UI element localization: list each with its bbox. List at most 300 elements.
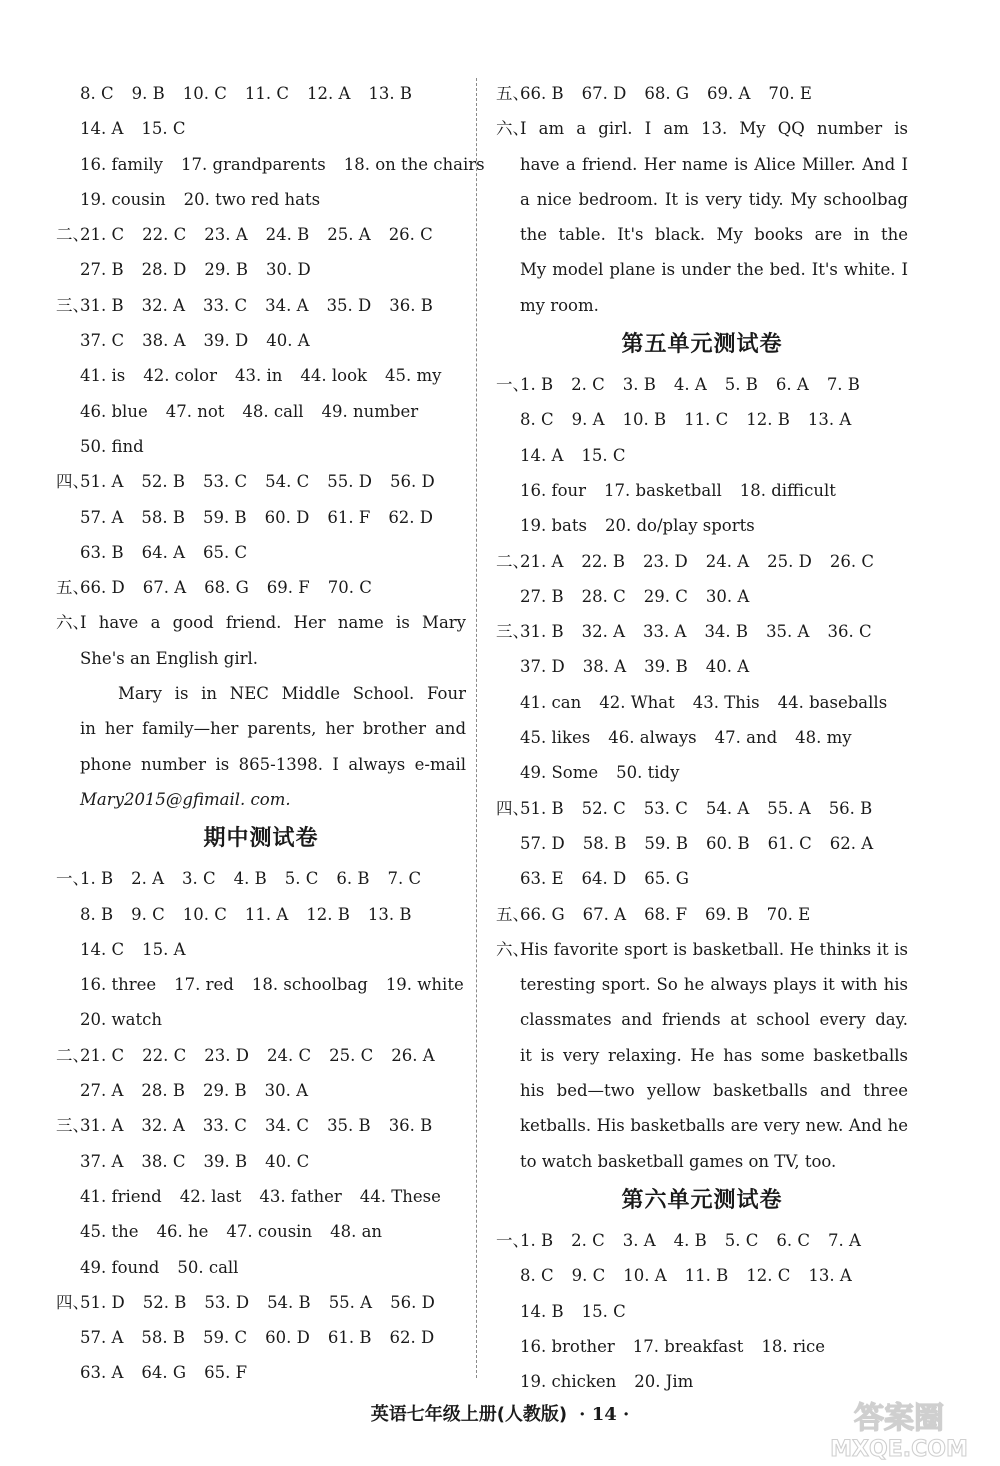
answer-item: 43. father xyxy=(259,1186,342,1206)
answer-item: 29. B xyxy=(204,260,248,280)
answer-row xyxy=(496,826,908,861)
essay-text: Mary2015@gfimail. com. xyxy=(80,789,291,809)
answer-item: 35. A xyxy=(766,622,810,642)
answer-row xyxy=(56,394,466,429)
answer-item: 36. B xyxy=(388,1116,433,1136)
answer-item: 20. do/play sports xyxy=(604,516,755,536)
answer-item: 45. likes xyxy=(520,728,591,748)
answer-item: 1. B xyxy=(520,1230,554,1250)
answer-item: 10. C xyxy=(182,904,227,924)
essay-text: a nice bedroom. It is very tidy. My schoolbag xyxy=(520,189,908,209)
answer-item: 34. C xyxy=(264,1116,310,1136)
answer-item: 70. E xyxy=(766,904,811,924)
answer-item: 27. B xyxy=(520,586,564,606)
answer-row xyxy=(56,861,466,896)
answer-item: 25. A xyxy=(327,225,371,245)
answer-item: 28. D xyxy=(141,260,187,280)
answer-item: 25. D xyxy=(767,551,812,571)
answer-item: 54. C xyxy=(265,472,310,492)
essay-line xyxy=(496,217,908,252)
answer-item: 46. blue xyxy=(80,401,148,421)
answer-row xyxy=(496,649,908,684)
essay-text: classmates and friends at school every day. xyxy=(520,1010,908,1030)
answer-item: 29. B xyxy=(203,1081,247,1101)
answer-item: 5. B xyxy=(724,375,758,395)
answer-item: 19. chicken xyxy=(520,1372,617,1392)
answer-item: 13. B xyxy=(367,904,412,924)
answer-row xyxy=(56,429,466,464)
answer-item: 60. D xyxy=(265,1328,310,1348)
answer-item: 61. C xyxy=(767,833,812,853)
answer-row xyxy=(496,861,908,896)
section-marker: 五、 xyxy=(496,904,529,924)
answer-item: 35. B xyxy=(327,1116,371,1136)
answer-item: 12. B xyxy=(746,410,790,430)
answer-item: 18. difficult xyxy=(739,480,836,500)
answer-item: 38. C xyxy=(141,1151,186,1171)
answer-item: 4. B xyxy=(673,1230,707,1250)
answer-row xyxy=(496,1294,908,1329)
answer-item: 69. A xyxy=(707,84,751,103)
answer-item: 52. B xyxy=(141,472,186,492)
essay-text: ketballs. His basketballs are very new. And he xyxy=(520,1116,908,1136)
answer-item: 44. look xyxy=(300,366,368,386)
right-column xyxy=(496,76,908,1399)
answer-item: 67. A xyxy=(582,904,627,924)
answer-row xyxy=(56,1144,466,1179)
answer-row xyxy=(56,358,466,393)
essay-text: to watch basketball games on TV, too. xyxy=(520,1151,837,1171)
answer-item: 18. on the chairs xyxy=(343,154,485,174)
essay-text: His favorite sport is basketball. He thinks it is xyxy=(520,939,908,959)
answer-item: 36. B xyxy=(389,295,433,315)
answer-item: 48. call xyxy=(242,401,304,421)
answer-item: 18. schoolbag xyxy=(251,975,368,995)
answer-row xyxy=(56,1073,466,1108)
answer-item: 58. B xyxy=(582,833,627,853)
answer-row xyxy=(496,755,908,790)
answer-item: 19. cousin xyxy=(80,189,166,209)
essay-line xyxy=(56,641,466,676)
answer-item: 43. This xyxy=(692,692,760,712)
answer-row xyxy=(56,252,466,287)
answer-item: 67. A xyxy=(142,578,187,598)
essay-line xyxy=(496,1002,908,1037)
answer-item: 52. C xyxy=(581,798,626,818)
answer-item: 14. B xyxy=(520,1301,564,1321)
answer-item: 22. C xyxy=(142,225,187,245)
answer-item: 37. C xyxy=(80,331,125,351)
section-marker: 四、 xyxy=(56,472,89,492)
answer-item: 66. G xyxy=(520,904,565,924)
essay-line xyxy=(496,932,908,967)
answer-item: 65. G xyxy=(644,869,689,889)
answer-item: 24. C xyxy=(266,1045,312,1065)
answer-item: 64. A xyxy=(141,542,186,562)
answer-item: 2. A xyxy=(131,869,165,889)
answer-item: 64. D xyxy=(581,869,627,889)
answer-item: 2. C xyxy=(571,375,605,395)
essay-text: She's an English girl. xyxy=(80,648,259,668)
section-marker: 六、 xyxy=(56,613,89,633)
answer-row xyxy=(56,1285,466,1320)
answer-item: 13. A xyxy=(807,410,852,430)
essay-text: phone number is 865-1398. I always e-mail xyxy=(80,754,466,774)
answer-item: 59. C xyxy=(203,1328,248,1348)
answer-item: 33. A xyxy=(643,622,687,642)
answer-item: 25. C xyxy=(329,1045,374,1065)
answer-row xyxy=(496,367,908,402)
answer-item: 27. B xyxy=(80,260,124,280)
answer-item: 11. A xyxy=(244,904,289,924)
answer-item: 55. D xyxy=(327,472,372,492)
answer-item: 60. D xyxy=(264,507,310,527)
essay-text: it is very relaxing. He has some basketballs xyxy=(520,1045,908,1065)
answer-item: 38. A xyxy=(142,331,186,351)
answer-item: 62. A xyxy=(829,833,874,853)
essay-line xyxy=(496,288,908,323)
answer-item: 68. G xyxy=(204,578,249,598)
answer-item: 8. C xyxy=(520,1266,554,1286)
answer-row xyxy=(56,217,466,252)
answer-item: 24. B xyxy=(265,225,310,245)
answer-item: 15. C xyxy=(581,445,626,465)
answer-item: 20. Jim xyxy=(634,1372,694,1392)
answer-item: 53. C xyxy=(643,798,688,818)
column-divider xyxy=(476,78,477,1378)
essay-line xyxy=(56,711,466,746)
answer-item: 34. A xyxy=(265,295,309,315)
answer-item: 45. the xyxy=(80,1222,139,1242)
answer-item: 68. G xyxy=(644,84,690,103)
answer-item: 8. C xyxy=(520,410,554,430)
answer-item: 7. C xyxy=(387,869,422,889)
answer-row xyxy=(496,1364,908,1399)
answer-item: 11. C xyxy=(244,84,289,103)
answer-item: 14. C xyxy=(80,939,125,959)
essay-line xyxy=(56,782,466,817)
answer-row xyxy=(496,791,908,826)
answer-item: 8. C xyxy=(80,84,114,103)
answer-item: 36. C xyxy=(827,622,872,642)
answer-item: 23. D xyxy=(204,1045,249,1065)
answer-item: 55. A xyxy=(767,798,811,818)
watermark-logo xyxy=(804,1398,994,1460)
answer-row xyxy=(496,402,908,437)
answer-item: 17. red xyxy=(174,975,234,995)
answer-item: 1. B xyxy=(80,869,114,889)
answer-item: 50. tidy xyxy=(616,763,680,783)
answer-item: 11. C xyxy=(684,410,729,430)
answer-item: 53. D xyxy=(204,1292,250,1312)
answer-item: 12. C xyxy=(746,1266,791,1286)
answer-item: 20. two red hats xyxy=(183,189,321,209)
answer-row xyxy=(496,544,908,579)
essay-text: his bed—two yellow basketballs and three xyxy=(520,1081,908,1101)
answer-item: 54. A xyxy=(705,798,750,818)
answer-item: 39. B xyxy=(203,1151,248,1171)
answer-item: 40. C xyxy=(265,1151,310,1171)
answer-item: 12. A xyxy=(307,84,351,103)
essay-text: have a friend. Her name is Alice Miller. And I xyxy=(520,154,908,174)
answer-item: 40. A xyxy=(705,657,750,677)
answer-item: 56. D xyxy=(390,1292,435,1312)
answer-item: 34. B xyxy=(704,622,749,642)
watermark-line2: MXQE.COM xyxy=(830,1437,968,1460)
answer-row xyxy=(56,182,466,217)
answer-item: 30. A xyxy=(264,1081,309,1101)
answer-item: 2. C xyxy=(571,1230,605,1250)
answer-item: 49. number xyxy=(321,401,419,421)
answer-item: 47. and xyxy=(714,728,778,748)
answer-item: 38. A xyxy=(582,657,627,677)
section-marker: 一、 xyxy=(56,869,89,889)
answer-item: 21. C xyxy=(80,1045,125,1065)
answer-item: 3. C xyxy=(182,869,216,889)
section-marker: 六、 xyxy=(496,119,529,139)
answer-item: 9. A xyxy=(571,410,605,430)
answer-row xyxy=(496,76,908,111)
answer-item: 30. D xyxy=(265,260,311,280)
answer-item: 6. C xyxy=(776,1230,811,1250)
essay-line xyxy=(496,1108,908,1143)
answer-item: 21. C xyxy=(80,225,125,245)
answer-item: 9. C xyxy=(571,1266,606,1286)
answer-item: 19. bats xyxy=(520,516,587,536)
essay-text: I am a girl. I am 13. My QQ number is xyxy=(520,119,908,139)
essay-text: my room. xyxy=(520,295,599,315)
answer-item: 51. B xyxy=(520,798,564,818)
answer-item: 26. A xyxy=(391,1045,435,1065)
section-title: 第六单元测试卷 xyxy=(621,1187,783,1213)
answer-item: 46. he xyxy=(156,1222,209,1242)
answer-item: 50. find xyxy=(80,436,144,456)
answer-row xyxy=(56,1038,466,1073)
answer-item: 4. A xyxy=(673,375,707,395)
answer-row xyxy=(56,535,466,570)
essay-line xyxy=(496,1144,908,1179)
answer-row xyxy=(496,897,908,932)
answer-item: 5. C xyxy=(724,1230,759,1250)
answer-item: 39. B xyxy=(644,657,688,677)
answer-item: 48. my xyxy=(795,728,852,748)
answer-row xyxy=(56,1179,466,1214)
answer-item: 3. A xyxy=(622,1230,656,1250)
answer-row xyxy=(56,464,466,499)
section-marker: 二、 xyxy=(56,1045,89,1065)
answer-row xyxy=(56,147,485,182)
answer-item: 16. family xyxy=(80,154,163,174)
answer-item: 12. B xyxy=(306,904,350,924)
answer-row xyxy=(496,720,908,755)
answer-item: 68. F xyxy=(644,904,688,924)
answer-item: 63. A xyxy=(80,1363,124,1383)
page-number: · 14 · xyxy=(579,1404,630,1425)
answer-item: 57. A xyxy=(80,507,124,527)
answer-item: 41. friend xyxy=(80,1186,162,1206)
left-column xyxy=(56,76,485,1391)
answer-row xyxy=(56,500,466,535)
answer-item: 57. A xyxy=(80,1328,124,1348)
answer-item: 22. B xyxy=(581,551,626,571)
answer-item: 44. These xyxy=(359,1186,441,1206)
answer-row xyxy=(56,1108,466,1143)
answer-item: 46. always xyxy=(608,728,697,748)
answer-row xyxy=(496,508,908,543)
answer-item: 52. B xyxy=(142,1292,187,1312)
answer-item: 60. B xyxy=(705,833,750,853)
answer-row xyxy=(56,570,466,605)
section-marker: 四、 xyxy=(56,1292,89,1312)
answer-item: 35. D xyxy=(326,295,372,315)
answer-row xyxy=(496,438,908,473)
answer-item: 19. white xyxy=(385,975,464,995)
essay-line xyxy=(56,747,466,782)
answer-item: 26. C xyxy=(388,225,433,245)
book-title: 英语七年级上册(人教版) xyxy=(370,1404,568,1425)
section-marker: 一、 xyxy=(496,1230,529,1250)
essay-text: My model plane is under the bed. It's white. I xyxy=(520,260,908,280)
section-title: 第五单元测试卷 xyxy=(621,332,783,358)
section-marker: 三、 xyxy=(56,1116,89,1136)
answer-item: 40. A xyxy=(266,331,310,351)
answer-row xyxy=(496,1258,908,1293)
answer-item: 65. F xyxy=(204,1363,248,1383)
answer-item: 54. B xyxy=(267,1292,311,1312)
section-marker: 五、 xyxy=(56,578,89,598)
essay-line xyxy=(496,147,908,182)
answer-item: 33. C xyxy=(203,295,248,315)
answer-item: 23. D xyxy=(643,551,688,571)
answer-row xyxy=(496,473,908,508)
answer-item: 4. B xyxy=(233,869,267,889)
answer-item: 39. D xyxy=(203,331,249,351)
essay-line xyxy=(496,252,908,287)
essay-text: the table. It's black. My books are in the xyxy=(520,225,908,245)
answer-item: 41. is xyxy=(80,366,126,386)
answer-item: 31. B xyxy=(80,295,124,315)
answer-item: 32. A xyxy=(581,622,626,642)
section-title: 期中测试卷 xyxy=(203,826,319,852)
answer-item: 70. C xyxy=(327,578,372,598)
answer-item: 44. baseballs xyxy=(777,692,888,712)
answer-item: 61. F xyxy=(327,507,371,527)
answer-item: 17. basketball xyxy=(604,480,722,500)
answer-item: 6. A xyxy=(775,375,809,395)
answer-item: 23. A xyxy=(204,225,248,245)
answer-item: 6. B xyxy=(336,869,370,889)
answer-item: 32. A xyxy=(141,295,186,315)
answer-item: 42. last xyxy=(179,1186,242,1206)
essay-text: teresting sport. So he always plays it with his xyxy=(520,975,908,995)
answer-item: 53. C xyxy=(203,472,248,492)
answer-item: 26. C xyxy=(829,551,874,571)
essay-line xyxy=(496,1073,908,1108)
essay-line xyxy=(496,1038,908,1073)
answer-item: 42. What xyxy=(599,692,675,712)
answer-item: 31. B xyxy=(520,622,564,642)
answer-item: 58. B xyxy=(141,507,186,527)
answer-item: 7. A xyxy=(828,1230,861,1250)
answer-item: 15. A xyxy=(142,939,186,959)
answer-item: 5. C xyxy=(284,869,319,889)
answer-row xyxy=(496,579,908,614)
watermark-line1: 答案圈 xyxy=(854,1401,944,1436)
answer-item: 66. D xyxy=(80,578,125,598)
essay-text: Mary is in NEC Middle School. Four xyxy=(118,684,466,704)
answer-item: 7. B xyxy=(826,375,860,395)
answer-item: 51. A xyxy=(80,472,124,492)
essay-line xyxy=(496,967,908,1002)
answer-item: 11. B xyxy=(684,1266,729,1286)
answer-item: 41. can xyxy=(520,692,582,712)
essay-line xyxy=(56,676,466,711)
section-marker: 四、 xyxy=(496,798,529,818)
answer-item: 56. D xyxy=(390,472,435,492)
section-marker: 二、 xyxy=(496,551,529,571)
answer-item: 56. B xyxy=(828,798,873,818)
answer-row xyxy=(56,1250,466,1285)
answer-item: 49. Some xyxy=(520,763,599,783)
answer-item: 59. B xyxy=(644,833,688,853)
answer-item: 18. rice xyxy=(761,1336,826,1356)
essay-text: I have a good friend. Her name is Mary xyxy=(80,613,466,633)
section-marker: 二、 xyxy=(56,225,89,245)
answer-item: 10. C xyxy=(182,84,227,103)
answer-item: 31. A xyxy=(80,1116,124,1136)
answer-row xyxy=(56,897,466,932)
answer-item: 61. B xyxy=(327,1328,372,1348)
section-marker: 一、 xyxy=(496,375,529,395)
answer-item: 28. B xyxy=(141,1081,186,1101)
answer-item: 32. A xyxy=(141,1116,185,1136)
answer-row xyxy=(56,323,466,358)
answer-item: 22. C xyxy=(142,1045,187,1065)
answer-item: 65. C xyxy=(203,542,248,562)
answer-item: 51. D xyxy=(80,1292,125,1312)
answer-item: 10. B xyxy=(622,410,667,430)
section-marker: 五、 xyxy=(496,84,529,103)
answer-item: 50. call xyxy=(177,1257,239,1277)
answer-item: 13. B xyxy=(368,84,413,103)
answer-row xyxy=(56,288,466,323)
answer-item: 16. four xyxy=(520,480,587,500)
answer-item: 47. not xyxy=(165,401,225,421)
answer-item: 27. A xyxy=(80,1081,124,1101)
section-marker: 三、 xyxy=(56,295,89,315)
answer-item: 45. my xyxy=(385,366,442,386)
answer-item: 33. C xyxy=(202,1116,247,1136)
section-marker: 六、 xyxy=(496,939,529,959)
answer-item: 9. B xyxy=(131,84,165,103)
answer-item: 69. F xyxy=(266,578,310,598)
answer-item: 21. A xyxy=(520,551,564,571)
answer-item: 14. A xyxy=(80,119,124,139)
answer-item: 59. B xyxy=(203,507,247,527)
answer-row xyxy=(56,932,466,967)
answer-item: 15. C xyxy=(581,1301,626,1321)
answer-item: 20. watch xyxy=(80,1010,162,1030)
answer-item: 42. color xyxy=(143,366,217,386)
answer-item: 63. E xyxy=(520,869,564,889)
answer-row xyxy=(496,1329,908,1364)
answer-item: 3. B xyxy=(622,375,656,395)
essay-line xyxy=(496,182,908,217)
answer-row xyxy=(496,614,908,649)
answer-item: 55. A xyxy=(328,1292,373,1312)
answer-item: 14. A xyxy=(520,445,564,465)
answer-item: 63. B xyxy=(80,542,124,562)
